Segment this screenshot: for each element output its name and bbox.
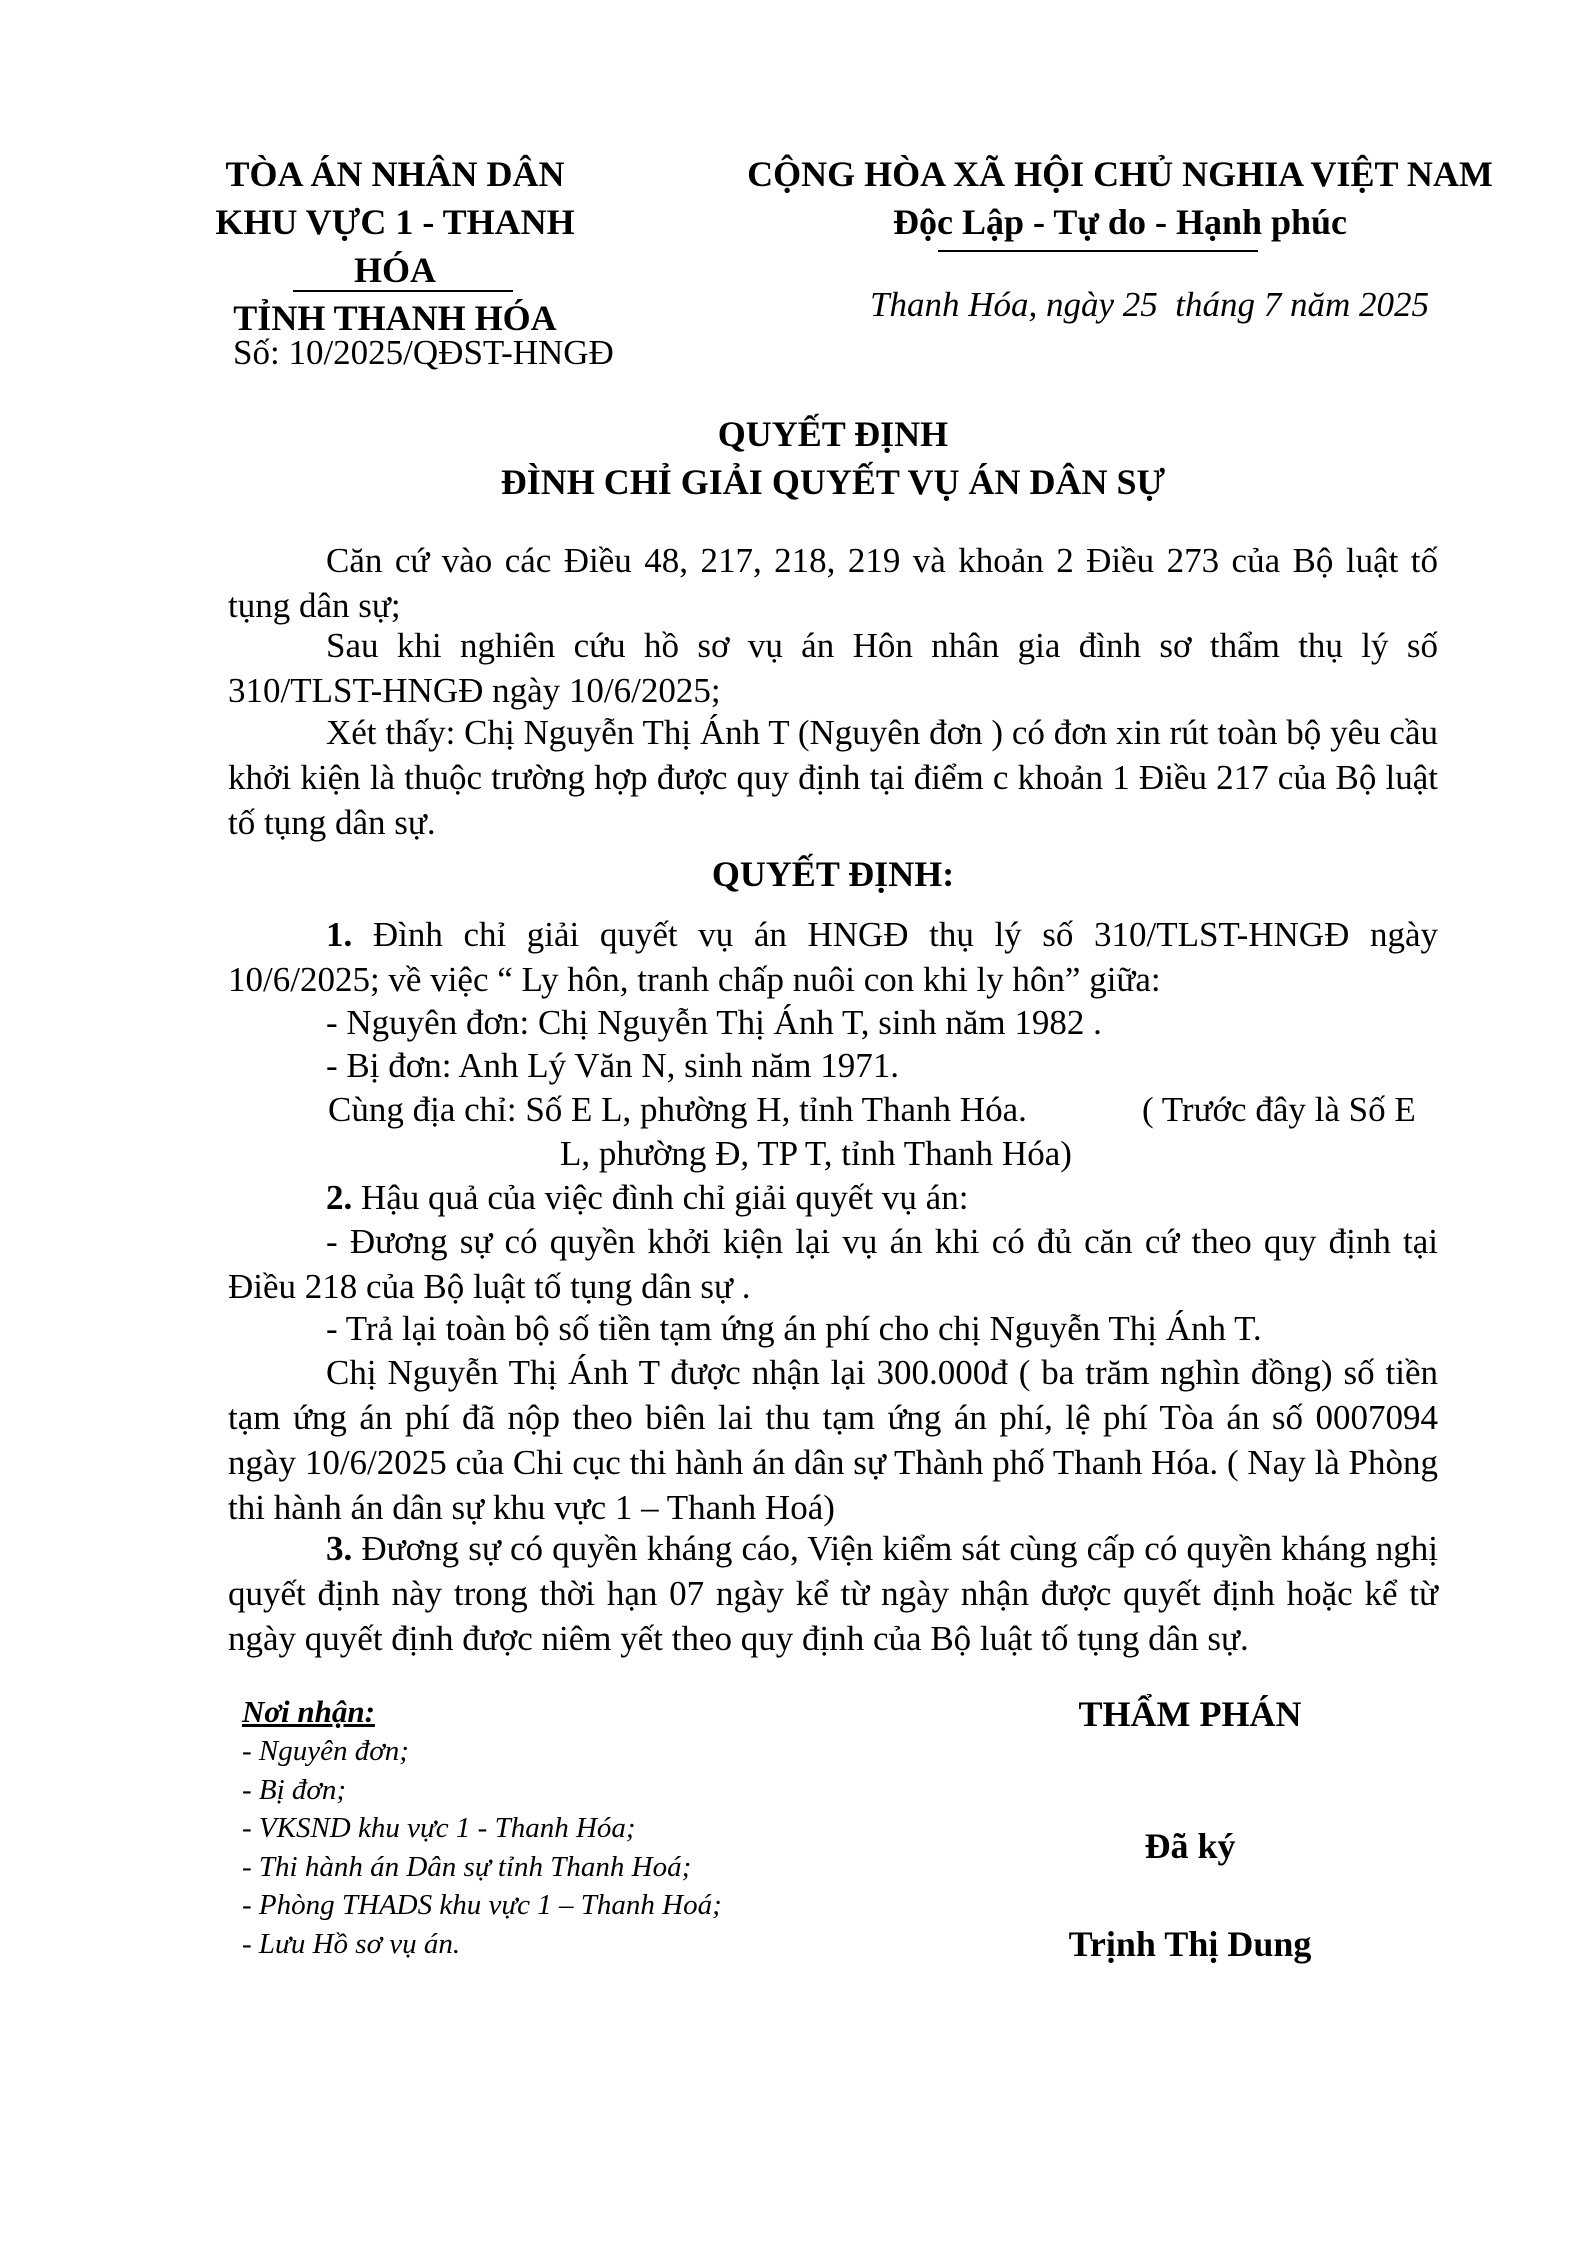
- decision-item-1: [228, 912, 1438, 1002]
- plaintiff: - Nguyên đơn: Chị Nguyễn Thị Ánh T, sinh năm 1982 .: [326, 1003, 1102, 1042]
- recipient-item: - Nguyên đơn;: [242, 1735, 409, 1767]
- signer-role: THẨM PHÁN: [1078, 1694, 1302, 1734]
- court-line-1: TÒA ÁN NHÂN DÂN: [225, 154, 565, 194]
- previous-address-start: ( Trước đây là Số E: [1142, 1090, 1416, 1129]
- court-line-2: KHU VỰC 1 - THANH HÓA: [215, 202, 575, 290]
- motto-underline: [938, 250, 1258, 252]
- recipients: [242, 1692, 842, 1963]
- address: Cùng địa chỉ: Số E L, phường H, tỉnh Thanh Hóa.: [328, 1090, 1027, 1129]
- court-underline: [293, 290, 513, 292]
- item-1-text: Đình chỉ giải quyết vụ án HNGĐ thụ lý số 310/TLST-HNGĐ ngày 10/6/2025; về việc “ Ly hôn, tranh chấp nuôi con khi ly hôn” giữa:: [228, 915, 1438, 999]
- legal-basis: Căn cứ vào các Điều 48, 217, 218, 219 và khoản 2 Điều 273 của Bộ luật tố tụng dân sự;: [228, 541, 1438, 625]
- item-2-number: 2.: [326, 1178, 353, 1217]
- decision-item-2: [228, 1175, 1438, 1220]
- court-line-3: TỈNH THANH HÓA: [233, 298, 557, 338]
- country-name: CỘNG HÒA XÃ HỘI CHỦ NGHIA VIỆT NAM: [747, 154, 1493, 194]
- recipient-item: - Thi hành án Dân sự tỉnh Thanh Hoá;: [242, 1850, 692, 1883]
- defendant: - Bị đơn: Anh Lý Văn N, sinh năm 1971.: [326, 1046, 899, 1085]
- refund-statement: - Trả lại toàn bộ số tiền tạm ứng án phí cho chị Nguyễn Thị Ánh T.: [326, 1309, 1262, 1348]
- recipient-item: - VKSND khu vực 1 - Thanh Hóa;: [242, 1812, 636, 1844]
- item-1-number: 1.: [326, 915, 353, 954]
- national-motto: [700, 150, 1540, 246]
- decision-item-3: [228, 1526, 1438, 1661]
- item-3-text: Đương sự có quyền kháng cáo, Viện kiểm sát cùng cấp có quyền kháng nghị quyết định này trong thời hạn 07 ngày kể từ ngày nhận được quyết định hoặc kể từ ngày quyết định được niêm yết theo quy định của Bộ luật tố tụng dân sự.: [228, 1529, 1438, 1658]
- document-number: Số: 10/2025/QĐST-HNGĐ: [233, 333, 614, 372]
- signed-note: Đã ký: [1144, 1826, 1236, 1866]
- signer-name: Trịnh Thị Dung: [1068, 1924, 1312, 1964]
- recipient-item: - Bị đơn;: [242, 1773, 347, 1806]
- case-review: Sau khi nghiên cứu hồ sơ vụ án Hôn nhân gia đình sơ thẩm thụ lý số 310/TLST-HNGĐ ngày 10/6/2025;: [228, 626, 1438, 710]
- consideration: Xét thấy: Chị Nguyễn Thị Ánh T (Nguyên đơn ) có đơn xin rút toàn bộ yêu cầu khởi kiện là thuộc trường hợp được quy định tại điểm c khoản 1 Điều 217 của Bộ luật tố tụng dân sự.: [228, 713, 1438, 842]
- recipient-item: - Phòng THADS khu vực 1 – Thanh Hoá;: [242, 1889, 722, 1921]
- title-line-1: QUYẾT ĐỊNH: [717, 414, 949, 454]
- item-3-number: 3.: [326, 1529, 353, 1568]
- title-line-2: ĐÌNH CHỈ GIẢI QUYẾT VỤ ÁN DÂN SỰ: [500, 462, 1166, 502]
- place-date: Thanh Hóa, ngày 25 tháng 7 năm 2025: [870, 285, 1430, 324]
- document-title: [228, 410, 1438, 506]
- recipient-item: - Lưu Hồ sơ vụ án.: [242, 1927, 461, 1960]
- court-name: [180, 150, 610, 342]
- previous-address-end: L, phường Đ, TP T, tỉnh Thanh Hóa): [560, 1134, 1072, 1173]
- decision-heading: QUYẾT ĐỊNH:: [711, 854, 955, 894]
- motto: Độc Lập - Tự do - Hạnh phúc: [892, 202, 1348, 242]
- right-to-resue: - Đương sự có quyền khởi kiện lại vụ án khi có đủ căn cứ theo quy định tại Điều 218 của Bộ luật tố tụng dân sự .: [228, 1222, 1438, 1306]
- recipients-heading: Nơi nhận:: [242, 1694, 375, 1729]
- item-2-text: Hậu quả của việc đình chỉ giải quyết vụ án:: [352, 1178, 969, 1217]
- refund-detail: Chị Nguyễn Thị Ánh T được nhận lại 300.000đ ( ba trăm nghìn đồng) số tiền tạm ứng án phí đã nộp theo biên lai thu tạm ứng án phí, lệ phí Tòa án số 0007094 ngày 10/6/2025 của Chi cục thi hành án dân sự Thành phố Thanh Hóa. ( Nay là Phòng thi hành án dân sự khu vực 1 – Thanh Hoá): [228, 1353, 1438, 1527]
